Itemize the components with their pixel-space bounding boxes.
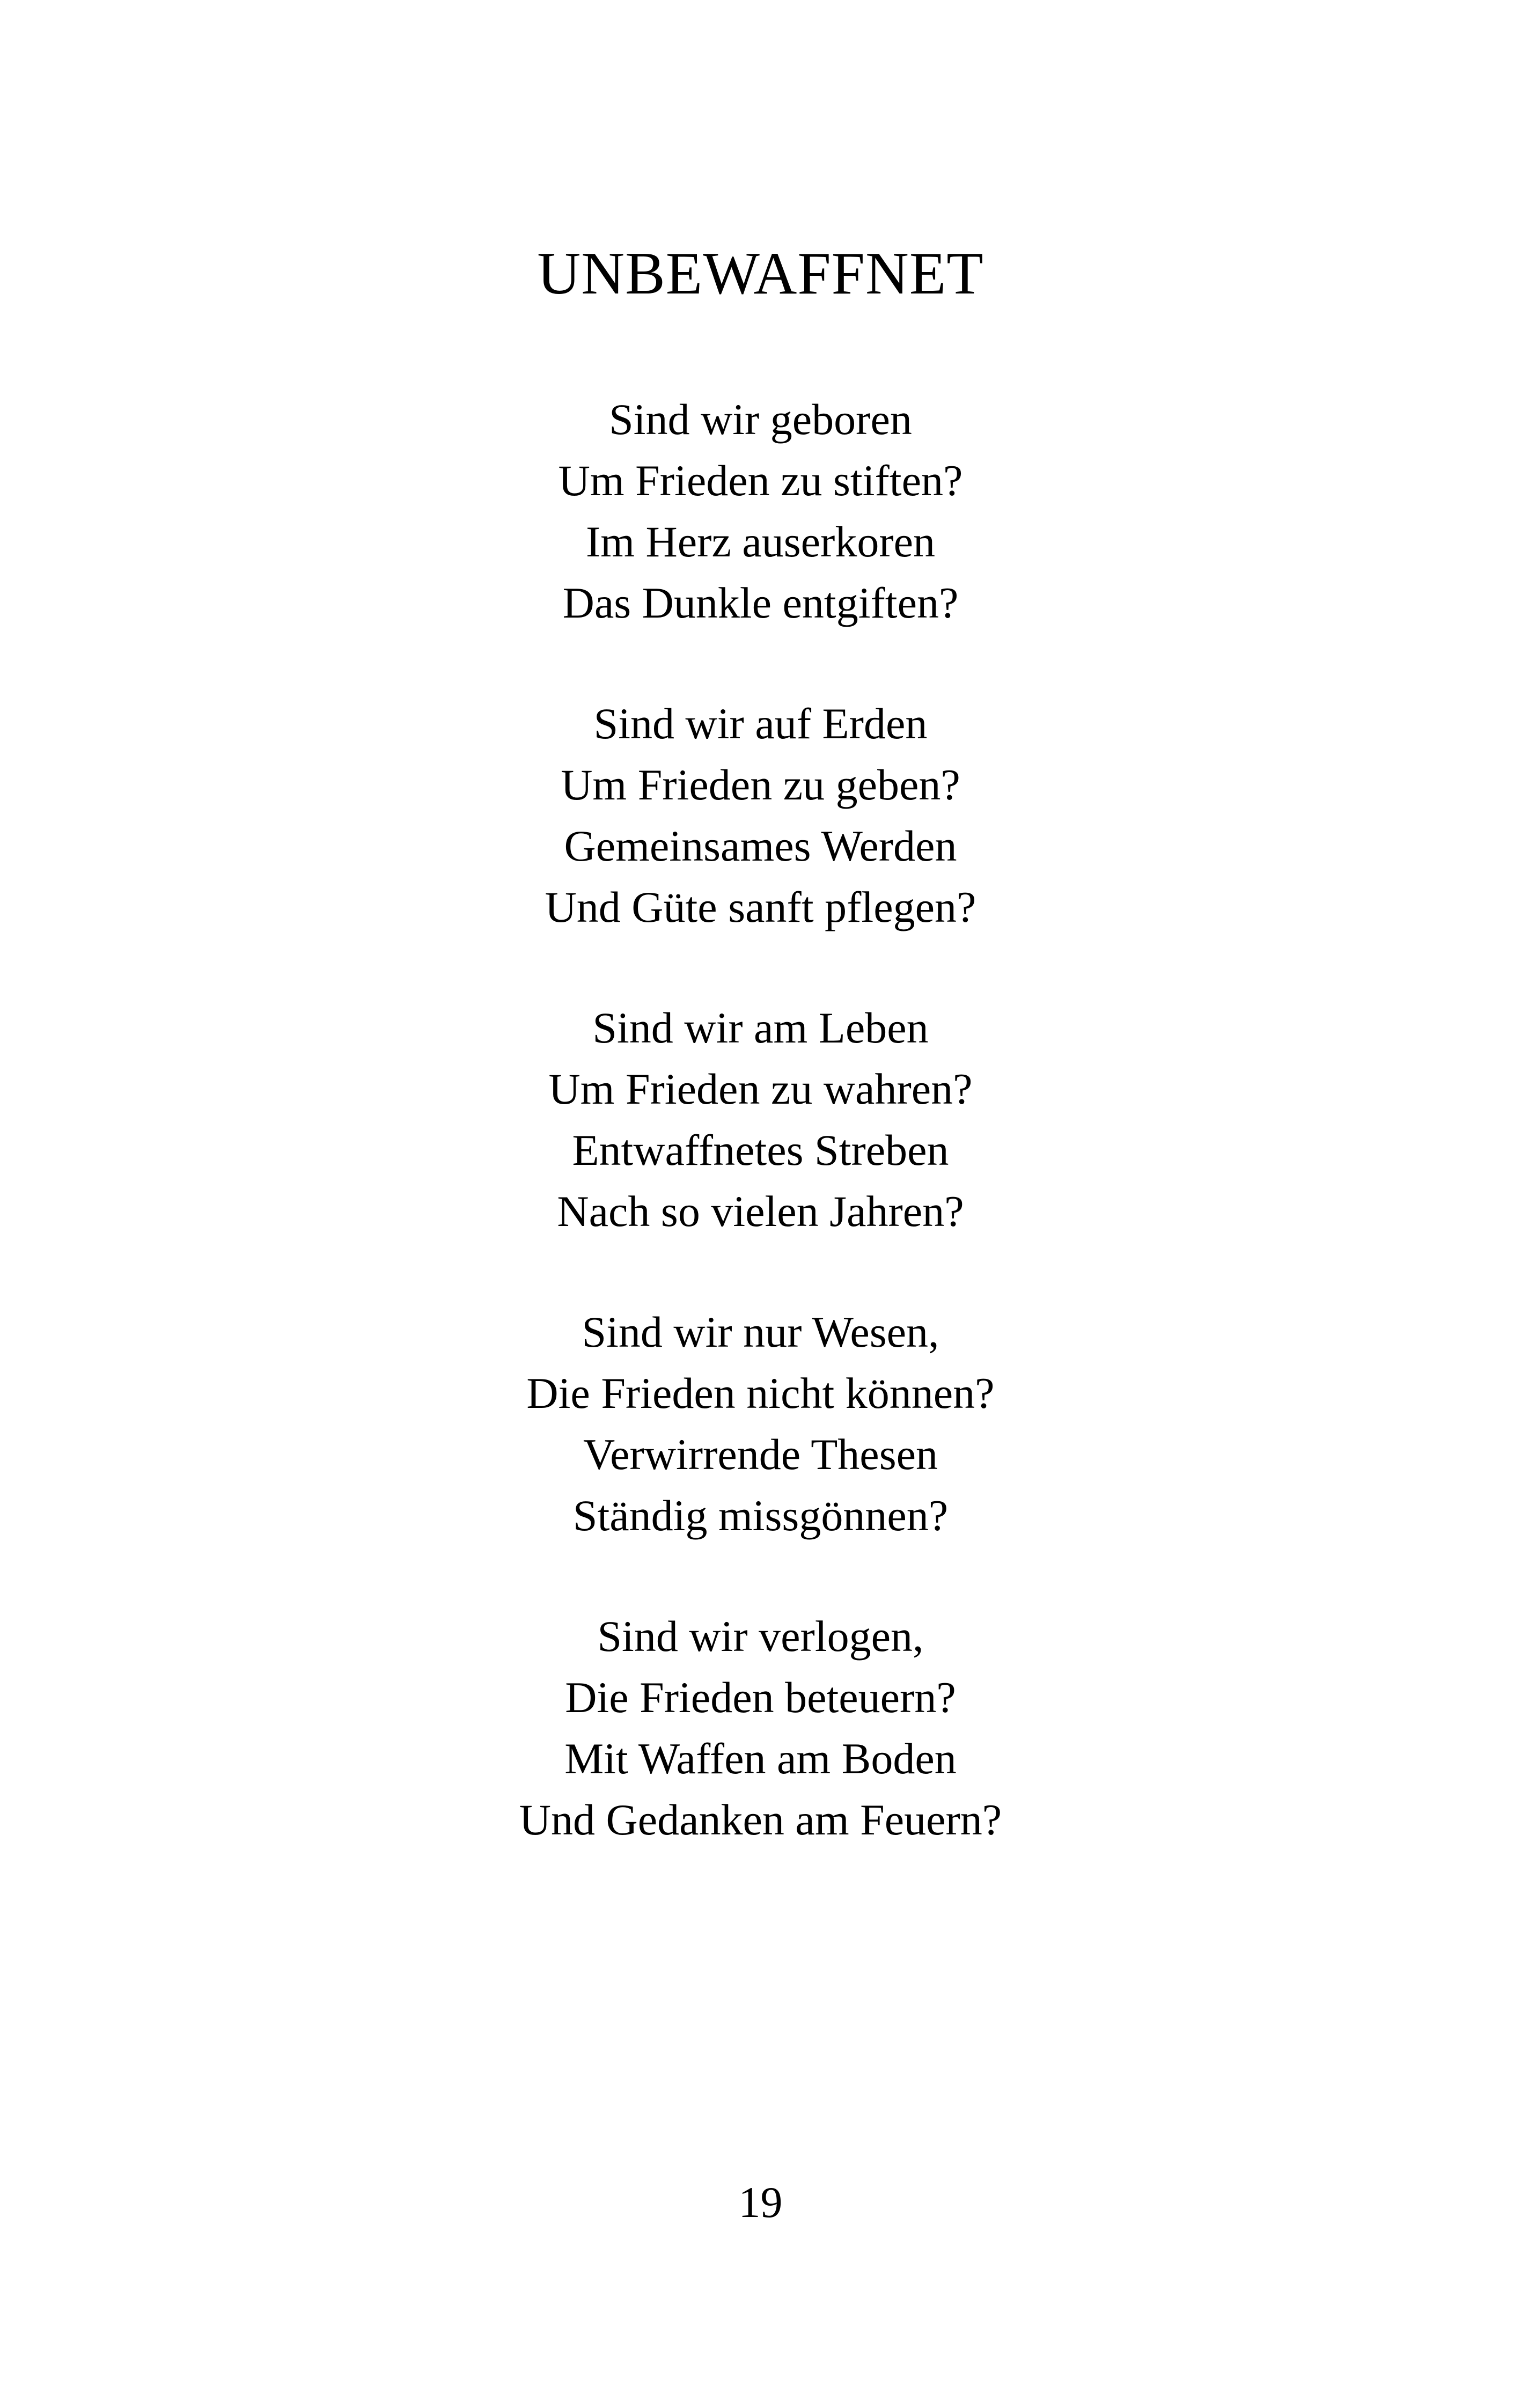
poem-line: Sind wir auf Erden [593,699,928,748]
poem-line: Entwaffnetes Streben [572,1126,949,1174]
poem-title: UNBEWAFFNET [537,240,984,307]
poem-line: Sind wir nur Wesen, [582,1308,939,1356]
poem-line: Um Frieden zu geben? [561,760,960,809]
poem-line: Im Herz auserkoren [585,517,936,566]
page-number: 19 [738,2178,783,2227]
poem-line: Mit Waffen am Boden [564,1734,957,1783]
poem-line: Sind wir verlogen, [597,1612,924,1661]
poem-line: Und Güte sanft pflegen? [545,883,976,931]
poem-line: Um Frieden zu stiften? [558,456,963,505]
stanza-2 [0,693,1521,938]
poem-line: Um Frieden zu wahren? [548,1064,973,1113]
poem-line: Sind wir geboren [609,395,912,444]
poem-line: Nach so vielen Jahren? [557,1187,964,1236]
poem-line: Die Frieden nicht können? [526,1369,995,1418]
poem-line: Sind wir am Leben [592,1003,929,1052]
poem-line: Das Dunkle entgiften? [562,578,959,627]
stanza-1 [0,389,1521,634]
poem-line: Ständig missgönnen? [572,1491,949,1540]
stanza-3 [0,997,1521,1242]
poem-line: Die Frieden beteuern? [565,1673,956,1722]
stanza-4 [0,1302,1521,1546]
poem-body [0,389,1521,1851]
poem-line: Verwirrende Thesen [583,1430,938,1479]
stanza-5 [0,1606,1521,1851]
poem-line: Gemeinsames Werden [564,821,957,870]
poem-line: Und Gedanken am Feuern? [519,1795,1002,1844]
